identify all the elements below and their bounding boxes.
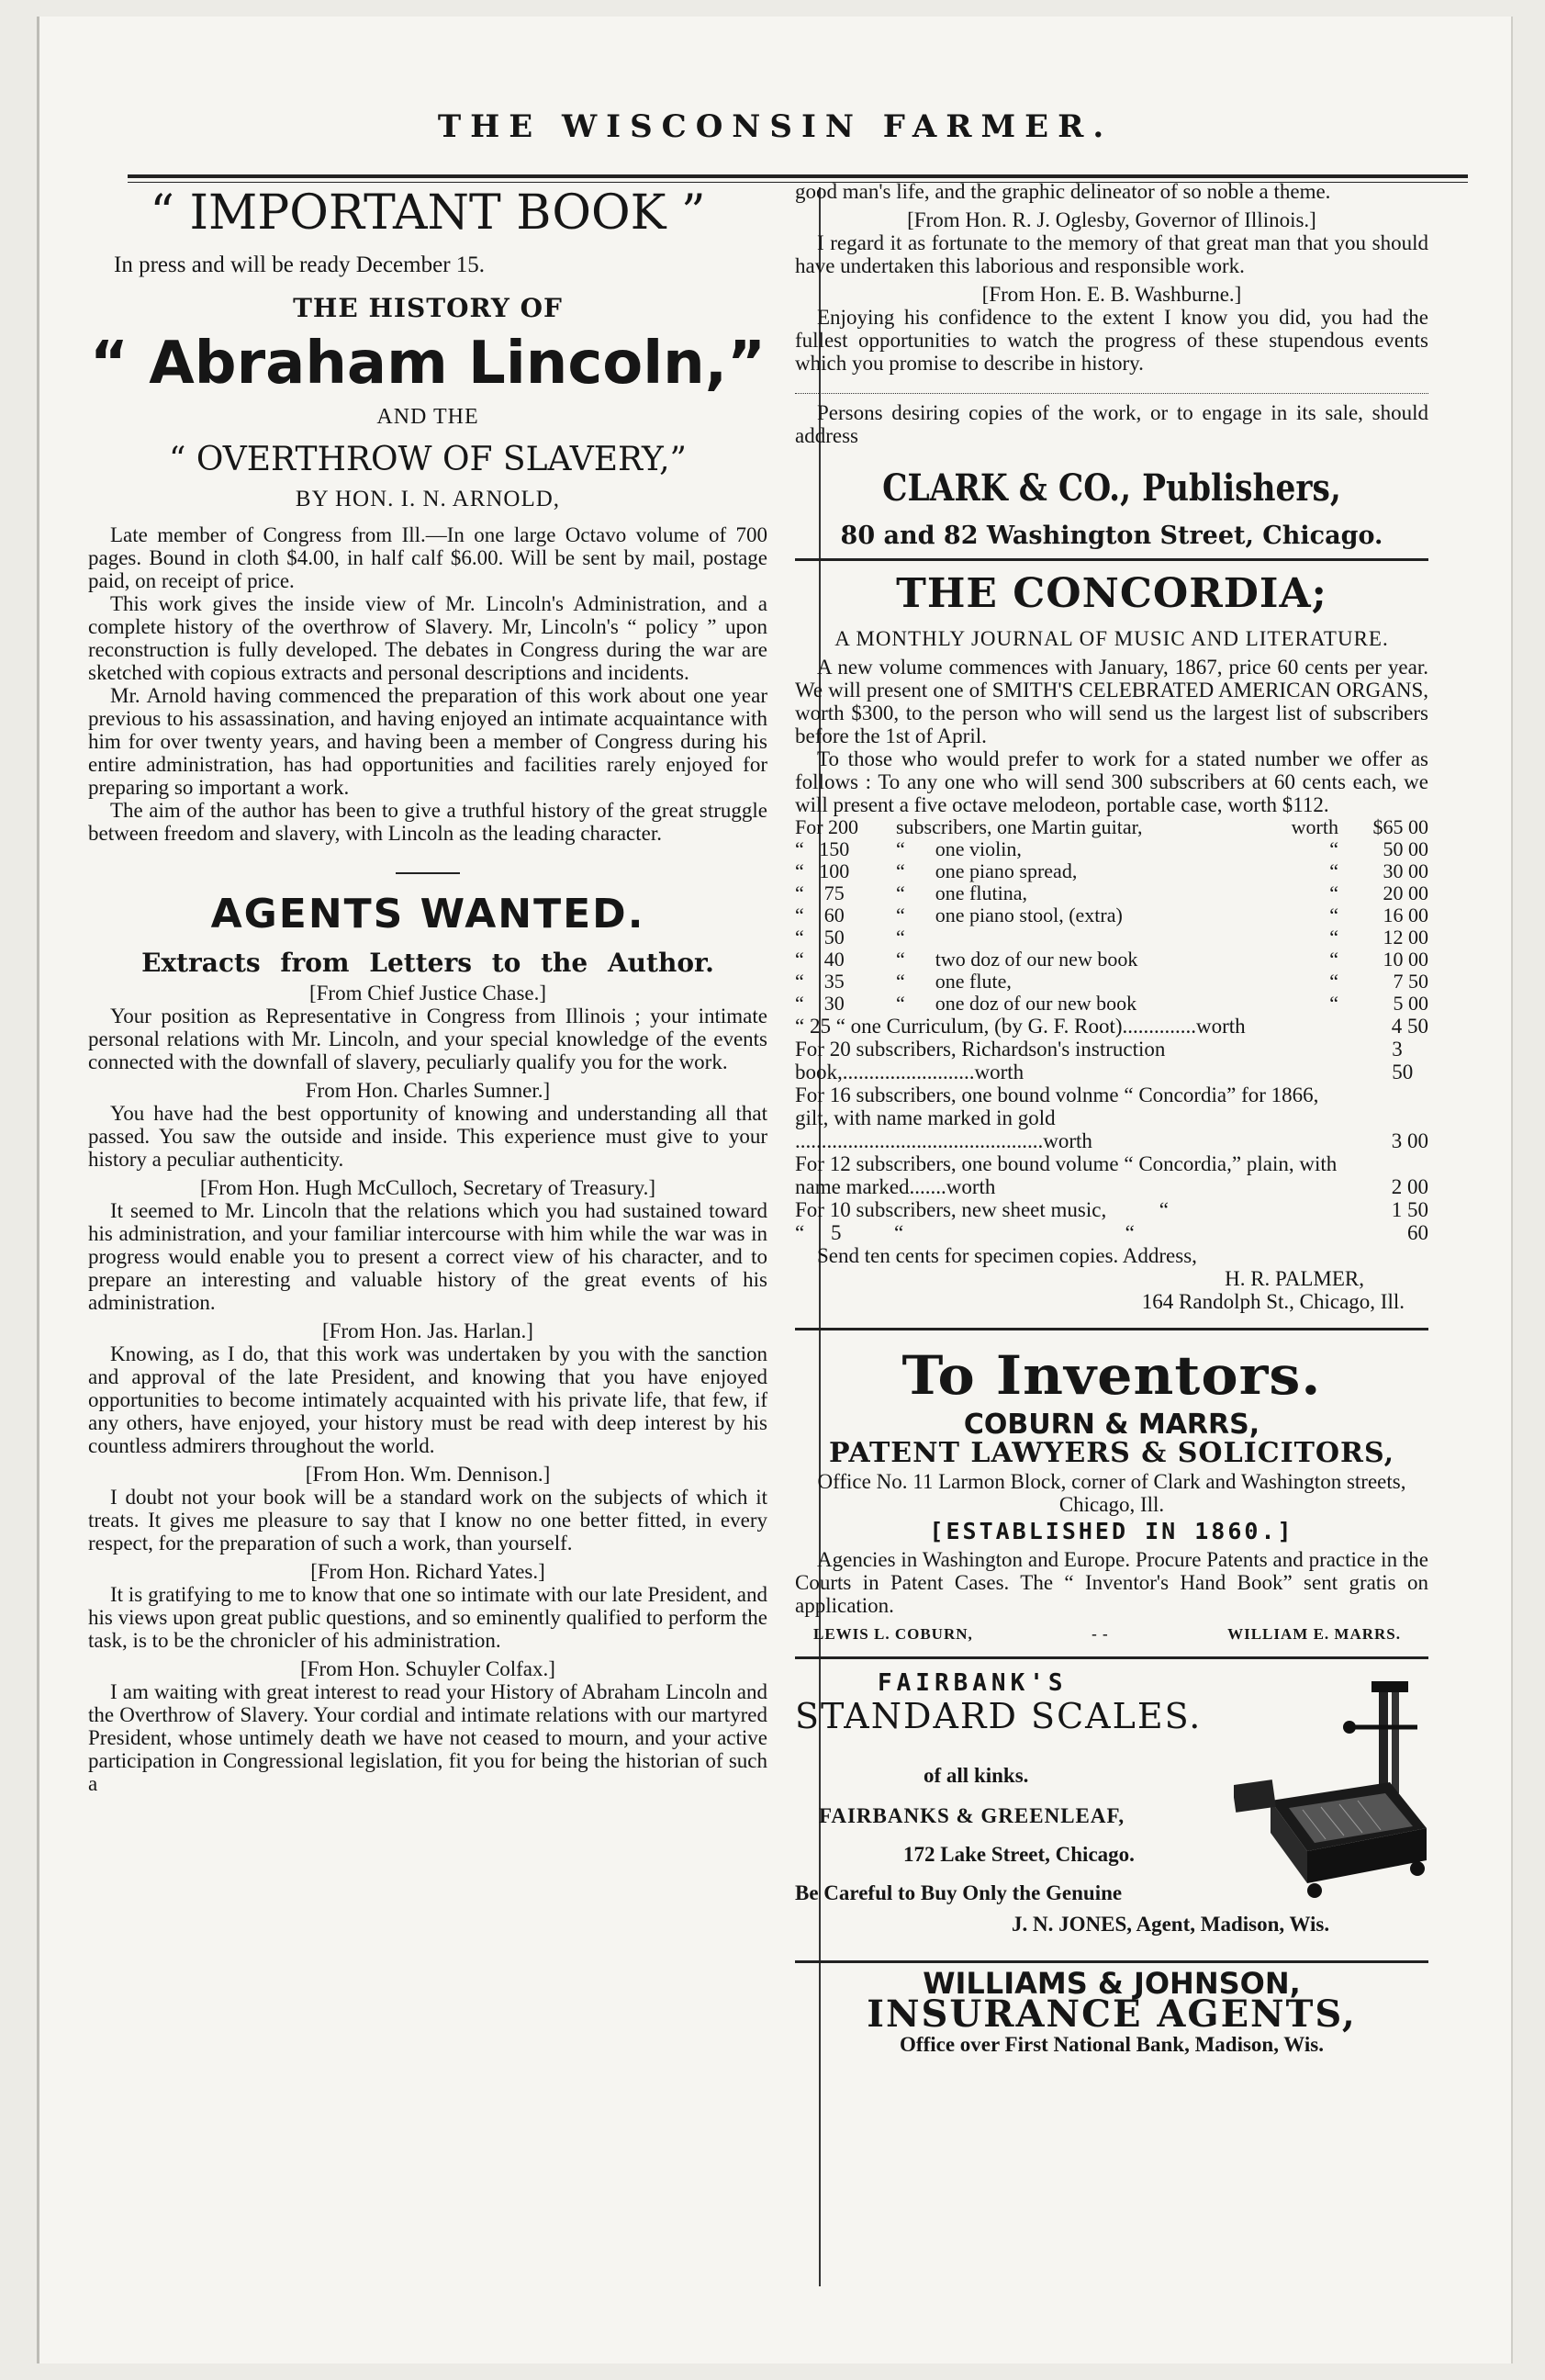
palmer-signature: H. R. PALMER, <box>1225 1267 1364 1290</box>
letter-chase: Your position as Representative in Congress from Illinois ; your intimate personal relations with Mr. Lincoln, and your special knowledge of the events connected with the downfall of slavery, peculiarly qualify you for the work. <box>88 1005 767 1073</box>
insurance-office: Office over First National Bank, Madison, Wis. <box>900 2033 1324 2056</box>
book-description: This work gives the inside view of Mr. Lincoln's Administration, and a complete history of the overthrow of Slavery. Mr, Lincoln's “ policy ” upon reconstruction is fully developed. The debates in Congress during the war are sketched with copious extracts and personal descriptions and incidents. <box>88 592 767 684</box>
coburn-marrs: COBURN & MARRS, <box>963 1409 1260 1441</box>
letter-sumner: You have had the best opportunity of knowing and understanding all that passed. You saw the outside and inside. This experience must give to your history a peculiar authenticity. <box>88 1102 767 1171</box>
premium-price: 12 00 <box>1383 926 1428 949</box>
premium-count: “ 100 <box>795 859 850 882</box>
specimen-line: Send ten cents for specimen copies. Address, <box>817 1244 1197 1267</box>
premium-row <box>795 1221 1428 1244</box>
premium-worth: “ <box>1329 992 1338 1015</box>
concordia-subtitle: A MONTHLY JOURNAL OF MUSIC AND LITERATURE. <box>834 627 1389 650</box>
premium-count: For 200 <box>795 815 859 838</box>
premium-row <box>795 816 1428 838</box>
premium-item: “ <box>896 926 905 949</box>
premium-count: “ 35 <box>795 970 845 993</box>
left-column <box>88 180 767 1795</box>
letter-harlan: Knowing, as I do, that this work was undertaken by you with the sanction and approval of the late President, and knowing that you have enjoyed opportunities to become intimately acquainted with his private life, that few, if any others, have enjoyed, your history must be read with deep interest by his countless admirers throughout the world. <box>88 1342 767 1457</box>
premium-desc: “ 5 “ “ <box>795 1221 1135 1244</box>
right-column <box>795 180 1428 2056</box>
concordia-premiums-intro: To those who would prefer to work for a stated number we offer as follows : To any one who will send 300 subscribers at 60 cents each, we will present a five octave melodeon, portable case, worth $112. <box>795 747 1428 816</box>
premium-price: 10 00 <box>1383 948 1428 971</box>
premium-worth: “ <box>1329 904 1338 926</box>
premium-desc: For 20 subscribers, Richardson's instruction book,.........................worth <box>795 1038 1166 1083</box>
source-yates: [From Hon. Richard Yates.] <box>310 1560 545 1583</box>
premium-row <box>795 971 1428 993</box>
premium-worth: “ <box>1329 859 1338 882</box>
ad-divider <box>795 558 1428 561</box>
letter-colfax: I am waiting with great interest to read your History of Abraham Lincoln and the Overthrow of Slavery. Your cordial and intimate relations with our martyred President, whose untimely death we have not ceased to mourn, and your active participation in Congressional legislation, fit you for being the historian of such a <box>88 1680 767 1795</box>
source-dennison: [From Hon. Wm. Dennison.] <box>305 1463 551 1486</box>
platform-scale-illustration <box>1234 1672 1432 1907</box>
premium-worth: “ <box>1329 948 1338 971</box>
premium-count: “ 30 <box>795 992 845 1015</box>
premium-worth: worth <box>1291 815 1338 838</box>
overthrow-title: “ OVERTHROW OF SLAVERY,” <box>169 441 687 478</box>
premium-price: 1 50 <box>1391 1198 1428 1221</box>
lake-street: 172 Lake Street, Chicago. <box>903 1843 1135 1866</box>
premium-price: 30 00 <box>1383 859 1428 882</box>
premium-price: 3 00 <box>1391 1129 1428 1152</box>
premium-price: 4 50 <box>1391 1015 1428 1038</box>
premium-worth: “ <box>1329 926 1338 949</box>
palmer-address: 164 Randolph St., Chicago, Ill. <box>1141 1290 1405 1313</box>
author-byline: BY HON. I. N. ARNOLD, <box>295 487 561 511</box>
premium-desc: “ 25 “ one Curriculum, (by G. F. Root)..............worth <box>795 1015 1246 1038</box>
premium-item: “ one doz of our new book <box>896 992 1137 1015</box>
premium-row <box>795 1152 1428 1198</box>
premium-price: 5 00 <box>1393 992 1428 1015</box>
letter-yates: It is gratifying to me to know that one so intimate with our late President, and his views upon great public questions, and so eminently qualified to perform the task, is to be the chronicler of his administration. <box>88 1583 767 1652</box>
extracts-heading: Extracts from Letters to the Author. <box>141 948 714 978</box>
patent-lawyers: PATENT LAWYERS & SOLICITORS, <box>828 1437 1395 1469</box>
divider <box>795 393 1428 394</box>
aim-paragraph: The aim of the author has been to give a truthful history of the great struggle between freedom and slavery, with Lincoln as the leading character. <box>88 799 767 845</box>
ad-divider <box>795 1656 1428 1659</box>
williams-johnson: WILLIAMS & JOHNSON, <box>923 1966 1301 2001</box>
letter-dennison: I doubt not your book will be a standard work on the subjects of which it treats. It gives me pleasure to say that I know no one better fitted, in every respect, for the preparation of such a work, than yourself. <box>88 1486 767 1555</box>
premium-worth: “ <box>1329 881 1338 904</box>
premium-worth: “ <box>1329 970 1338 993</box>
source-colfax: [From Hon. Schuyler Colfax.] <box>300 1657 555 1680</box>
and-the: AND THE <box>376 405 479 429</box>
ad-divider <box>795 1960 1428 1963</box>
premium-row <box>795 949 1428 971</box>
letter-continuation: good man's life, and the graphic delineator of so noble a theme. <box>795 180 1331 203</box>
premium-count: “ 40 <box>795 948 845 971</box>
premium-count: “ 60 <box>795 904 845 926</box>
letter-mcculloch: It seemed to Mr. Lincoln that the relations which you had sustained toward his administration, and your familiar intercourse with him while the war was in progress would enable you to present a correct view of his character, and to prepare an interesting and valuable history of the great events of his administration. <box>88 1199 767 1314</box>
section-divider <box>396 872 460 874</box>
partner-separator: - - <box>1092 1625 1109 1643</box>
premium-desc: For 10 subscribers, new sheet music, “ <box>795 1198 1169 1221</box>
premium-item: “ one piano stool, (extra) <box>896 904 1123 926</box>
premium-price: 2 00 <box>1391 1175 1428 1198</box>
premium-price: 20 00 <box>1383 881 1428 904</box>
letter-washburne: Enjoying his confidence to the extent I know you did, you had the fullest opportunities to watch the progress of these stupendous events which you promise to describe in history. <box>795 306 1428 375</box>
agents-wanted-heading: AGENTS WANTED. <box>210 891 645 937</box>
all-kinds: of all kinks. <box>924 1764 1029 1787</box>
source-sumner: From Hon. Charles Sumner.] <box>305 1079 551 1102</box>
premium-desc: For 12 subscribers, one bound volume “ Concordia,” plain, with name marked.......worth <box>795 1152 1338 1198</box>
concordia-offer: A new volume commences with January, 1867, price 60 cents per year. We will present one of SMITH'S CELEBRATED AMERICAN ORGANS, worth $300, to the person who will send us the largest list of subscribers before the 1st of April. <box>795 656 1428 747</box>
history-of-heading: THE HISTORY OF <box>293 293 563 323</box>
premium-row <box>795 1038 1428 1083</box>
important-book-heading: “ IMPORTANT BOOK ” <box>150 185 706 241</box>
press-line: In press and will be ready December 15. <box>114 253 486 277</box>
source-oglesby: [From Hon. R. J. Oglesby, Governor of Illinois.] <box>907 208 1316 231</box>
premium-row <box>795 1083 1428 1152</box>
source-harlan: [From Hon. Jas. Harlan.] <box>322 1319 533 1342</box>
premium-row <box>795 838 1428 860</box>
premium-price: 3 50 <box>1392 1038 1414 1083</box>
source-mcculloch: [From Hon. Hugh McCulloch, Secretary of Treasury.] <box>199 1176 656 1199</box>
jones-agent: J. N. JONES, Agent, Madison, Wis. <box>1012 1913 1330 1936</box>
premium-count: “ 150 <box>795 837 850 860</box>
office-address: Office No. 11 Larmon Block, corner of Clark and Washington streets, Chicago, Ill. <box>817 1470 1406 1516</box>
book-details: Late member of Congress from Ill.—In one large Octavo volume of 700 pages. Bound in cloth $4.00, in half calf $6.00. Will be sent by mail, postage paid, on receipt of price. <box>88 523 767 592</box>
order-instructions: Persons desiring copies of the work, or to engage in its sale, should address <box>795 401 1428 447</box>
lincoln-title: “ Abraham Lincoln,” <box>89 330 767 398</box>
masthead: THE WISCONSIN FARMER. <box>437 108 1114 145</box>
established-line: [ESTABLISHED IN 1860.] <box>929 1518 1294 1544</box>
header-rule <box>128 174 1468 178</box>
source-washburne: [From Hon. E. B. Washburne.] <box>981 283 1242 306</box>
partner-names <box>813 1622 1401 1645</box>
premium-row <box>795 1198 1428 1221</box>
source-chase: [From Chief Justice Chase.] <box>308 982 547 1005</box>
premium-price: 16 00 <box>1383 904 1428 926</box>
clark-address: 80 and 82 Washington Street, Chicago. <box>840 522 1383 550</box>
clark-publishers: CLARK & CO., Publishers, <box>882 466 1341 510</box>
premium-item: “ one flutina, <box>896 881 1027 904</box>
premium-item: “ one piano spread, <box>896 859 1078 882</box>
standard-scales: STANDARD SCALES. <box>795 1696 1203 1736</box>
premium-item: “ one violin, <box>896 837 1022 860</box>
premium-price: $65 00 <box>1372 815 1428 838</box>
premium-count: “ 75 <box>795 881 845 904</box>
ad-divider <box>795 1328 1428 1330</box>
inventors-heading: To Inventors. <box>901 1344 1322 1407</box>
fairbanks-greenleaf: FAIRBANKS & GREENLEAF, <box>819 1804 1125 1827</box>
insurance-agents: INSURANCE AGENTS, <box>867 1993 1357 2036</box>
premium-row <box>795 993 1428 1015</box>
premium-row <box>795 926 1428 949</box>
author-paragraph: Mr. Arnold having commenced the preparation of this work about one year previous to his assassination, and having enjoyed an intimate acquaintance with him for over twenty years, and having been a member of Congress during his entire administration, has had opportunities and facilities rarely enjoyed for preparing so important a work. <box>88 684 767 799</box>
agencies-text: Agencies in Washington and Europe. Procure Patents and practice in the Courts in Patent Cases. The “ Inventor's Hand Book” sent gratis on application. <box>795 1548 1428 1617</box>
partner-marrs: WILLIAM E. MARRS. <box>1227 1625 1401 1643</box>
premium-desc: For 16 subscribers, one bound volnme “ Concordia” for 1866, gilt, with name marked in gold ...............................................worth <box>795 1083 1319 1152</box>
premium-price: 60 <box>1407 1221 1428 1244</box>
partner-coburn: LEWIS L. COBURN, <box>813 1625 973 1643</box>
premium-row <box>795 860 1428 882</box>
premium-table <box>795 816 1428 1015</box>
premium-count: “ 50 <box>795 926 845 949</box>
careful-line: Be Careful to Buy Only the Genuine <box>795 1881 1123 1904</box>
premium-item: “ two doz of our new book <box>896 948 1138 971</box>
premium-price: 50 00 <box>1383 837 1428 860</box>
premium-row <box>795 904 1428 926</box>
premium-item: subscribers, one Martin guitar, <box>896 815 1143 838</box>
premium-row <box>795 882 1428 904</box>
premium-row <box>795 1015 1428 1038</box>
premium-worth: “ <box>1329 837 1338 860</box>
premium-item: “ one flute, <box>896 970 1012 993</box>
concordia-title: THE CONCORDIA; <box>896 570 1327 617</box>
fairbanks-title: FAIRBANK'S <box>878 1669 1068 1697</box>
letter-oglesby: I regard it as fortunate to the memory of that great man that you should have undertaken this laborious and responsible work. <box>795 231 1428 277</box>
fairbanks-ad <box>795 1669 1428 1948</box>
premium-price: 7 50 <box>1393 970 1428 993</box>
